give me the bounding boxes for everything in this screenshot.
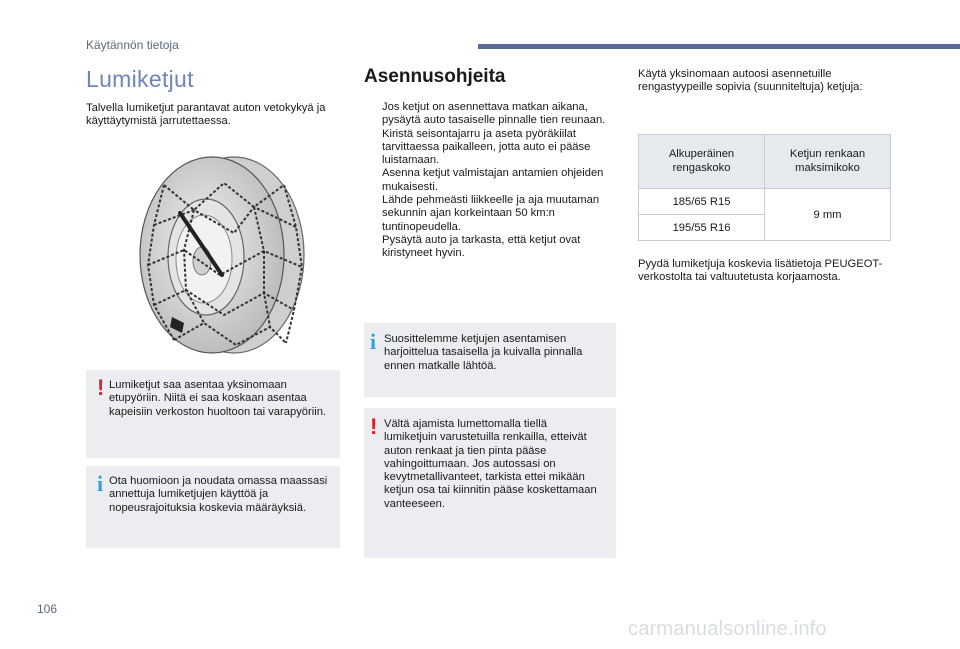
step-item bbox=[364, 128, 616, 168]
warning-text-left: Lumiketjut saa asentaa yksinomaan etupyöriin. Niitä ei saa koskaan asentaa kapeisiin verkoston huoltoon tai varapyöriin. bbox=[109, 379, 327, 418]
info-text-middle: Suosittelemme ketjujen asentamisen harjoittelua tasaisella ja kuivalla pinnalla ennen matkalle lähtöä. bbox=[384, 333, 583, 372]
warning-box-middle bbox=[364, 408, 616, 558]
more-info-text: Pyydä lumiketjuja koskevia lisätietoja PEUGEOT-verkostolta tai valtuutetusta korjaamosta. bbox=[638, 258, 883, 284]
chain-size-table bbox=[638, 134, 891, 241]
installation-title: Asennusohjeita bbox=[364, 66, 506, 87]
step-item bbox=[364, 194, 616, 234]
section-bar bbox=[478, 44, 960, 49]
step-item bbox=[364, 234, 616, 261]
column-header-original-size: Alkuperäinen rengaskoko bbox=[639, 135, 765, 189]
page-number: 106 bbox=[37, 602, 58, 616]
warning-icon: ! bbox=[370, 414, 378, 439]
intro-text: Talvella lumiketjut parantavat auton vetokykyä ja käyttäytymistä jarrutettaessa. bbox=[86, 102, 326, 128]
info-box-left bbox=[86, 466, 340, 548]
warning-text-middle: Vältä ajamista lumettomalla tiellä lumiketjuin varustetuilla renkailla, etteivät auton renkaat ja tien pinta pääse vahingoittumaan. Jos autossasi on kevytmetallivanteet, tarkista ettei mikään ketjun osa tai kiinnitin pääse koskettamaan vanteeseen. bbox=[384, 418, 597, 510]
page-title: Lumiketjut bbox=[86, 66, 194, 92]
step-text: Pysäytä auto ja tarkasta, että ketjut ovat kiristyneet hyvin. bbox=[382, 233, 581, 260]
step-text: Lähde pehmeästi liikkeelle ja aja muutaman sekunnin ajan korkeintaan 50 km:n tuntinopeudella. bbox=[382, 194, 600, 233]
step-item bbox=[364, 167, 616, 194]
step-item bbox=[364, 101, 616, 128]
table-row bbox=[639, 189, 891, 215]
watermark: carmanualsonline.info bbox=[628, 618, 827, 640]
step-text: Asenna ketjut valmistajan antamien ohjeiden mukaisesti. bbox=[382, 167, 604, 193]
chain-size-intro: Käytä yksinomaan autoosi asennetuille rengastyypeille sopivia (suunniteltuja) ketjuja: bbox=[638, 68, 863, 94]
column-header-max-size: Ketjun renkaan maksimikoko bbox=[765, 135, 891, 189]
max-chain-size-cell: 9 mm bbox=[765, 189, 891, 241]
info-icon: i bbox=[370, 329, 377, 354]
warning-icon: ! bbox=[97, 375, 105, 400]
tire-size-cell: 185/65 R15 bbox=[639, 189, 765, 215]
table-header-row bbox=[639, 135, 891, 189]
step-text: Jos ketjut on asennettava matkan aikana, pysäytä auto tasaiselle pinnalle tien reunaan. bbox=[382, 101, 606, 127]
tire-size-cell: 195/55 R16 bbox=[639, 215, 765, 241]
installation-steps bbox=[364, 101, 616, 261]
warning-box-left bbox=[86, 370, 340, 458]
step-text: Kiristä seisontajarru ja aseta pyöräkiilat tarvittaessa paikalleen, jotta auto ei pääse luistamaan. bbox=[382, 127, 591, 167]
section-title: Käytännön tietoja bbox=[86, 38, 179, 52]
info-icon: i bbox=[97, 471, 104, 496]
info-text-left: Ota huomioon ja noudata omassa maassasi annettuja lumiketjujen käyttöä ja nopeusrajoituksia koskevia määräyksiä. bbox=[109, 475, 328, 514]
tire-with-snow-chain-illustration bbox=[124, 155, 310, 360]
info-box-middle bbox=[364, 323, 616, 397]
